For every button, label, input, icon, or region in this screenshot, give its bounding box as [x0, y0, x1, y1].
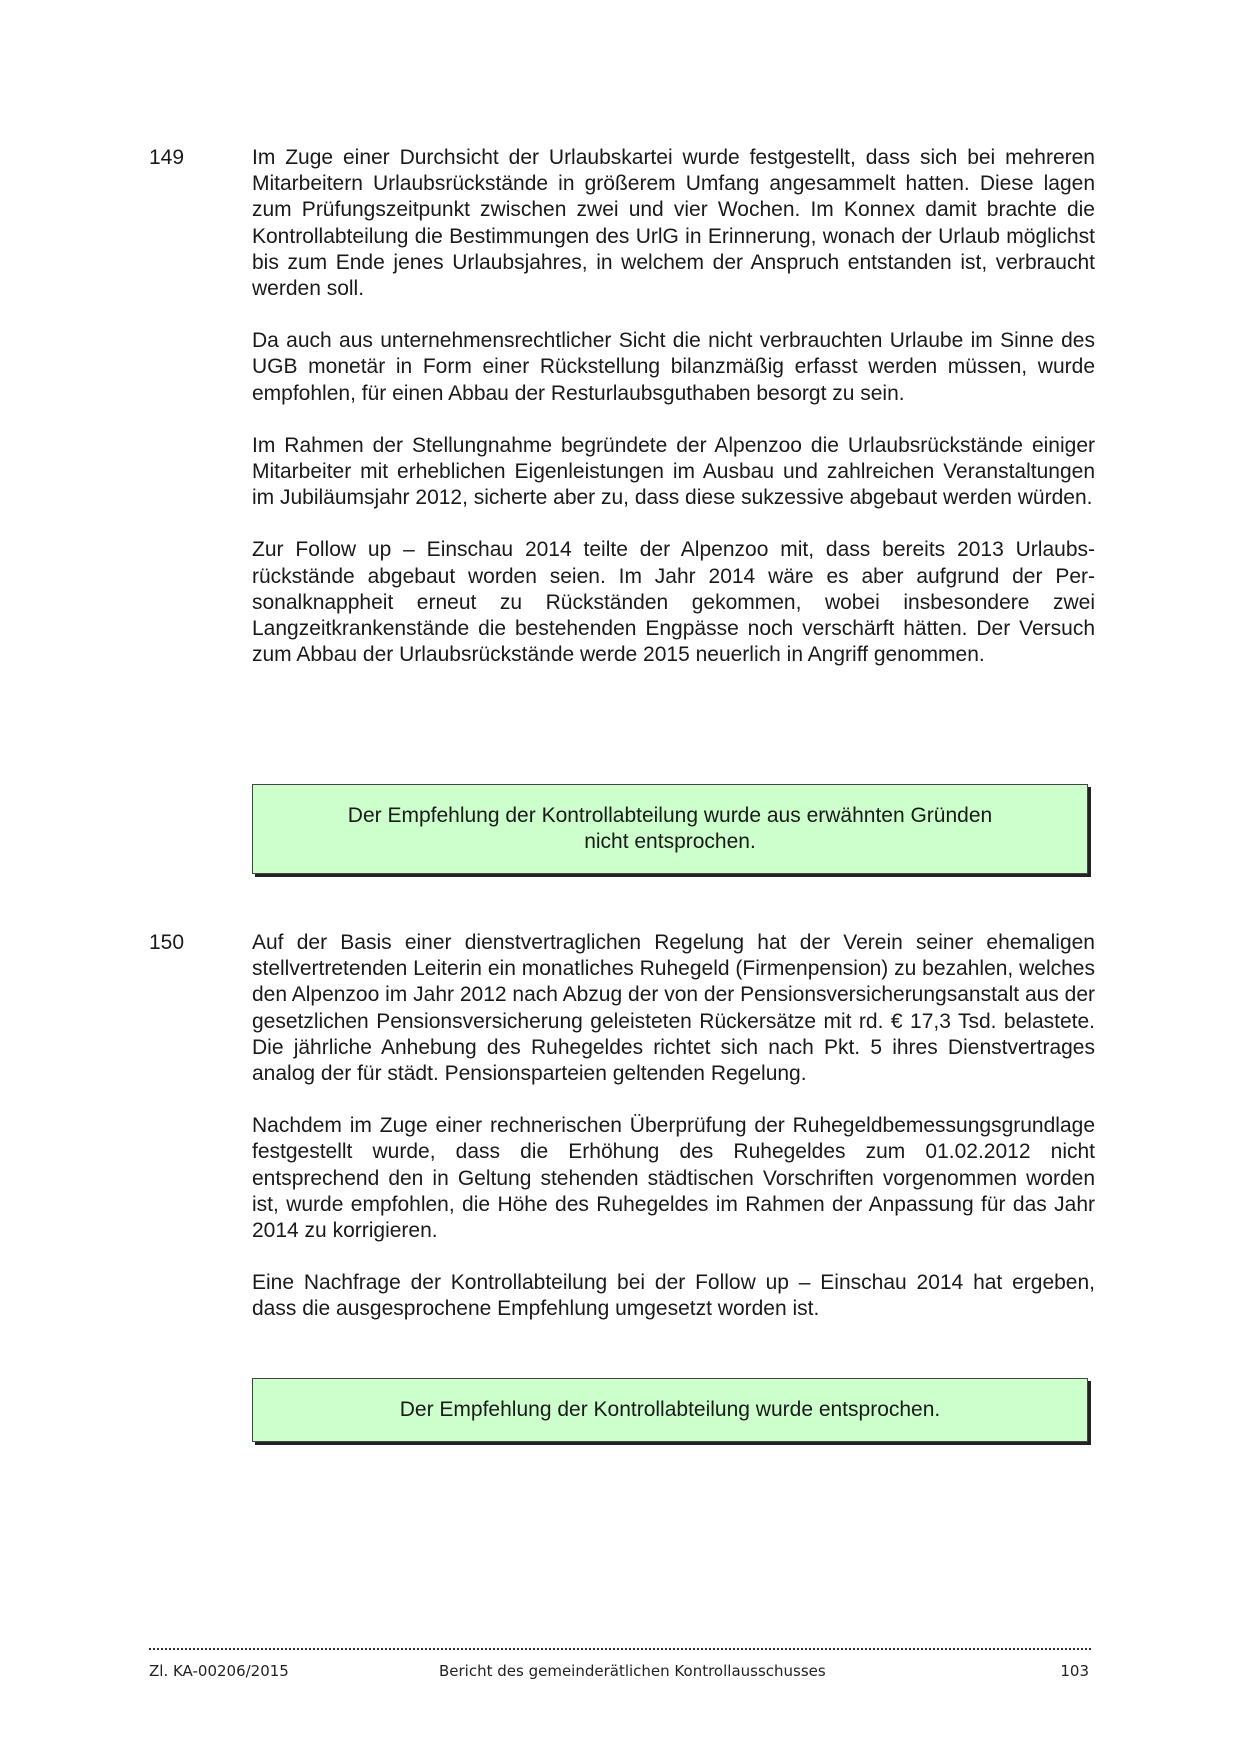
section-number: 149 [149, 146, 185, 169]
footer-title: Bericht des gemeinderätlichen Kontrollausschusses [439, 1662, 826, 1680]
paragraph: Nachdem im Zuge einer rechnerischen Überprüfung der Ruhegeldbemessungsgrundlage festgestellt wurde, dass die Erhöhung des Ruhegeldes zum 01.02.2012 nicht entsprechend den in Geltung stehenden städtischen Vorschriften vorgenommen worden ist, wurde empfohlen, die Höhe des Ruhegeldes im Rahmen der Anpassung für das Jahr 2014 zu korrigieren. [252, 1114, 1095, 1243]
section-body [252, 145, 1095, 668]
result-box [252, 1378, 1088, 1442]
paragraph: Auf der Basis einer dienstvertraglichen Regelung hat der Verein seiner ehemaligen stellvertretenden Leiterin ein monatliches Ruhegeld (Firmenpension) zu bezahlen, welches den Alpenzoo im Jahr 2012 nach Abzug der von der Pensionsversicherungsanstalt aus der gesetzlichen Pensionsversicherung geleisteten Rückersätze mit rd. € 17,3 Tsd. belastete. Die jährliche Anhebung des Ruhegeldes richtet sich nach Pkt. 5 ihres Dienstvertrages analog der für städt. Pensionsparteien geltenden Regelung. [252, 931, 1095, 1086]
paragraph: Eine Nachfrage der Kontrollabteilung bei der Follow up – Einschau 2014 hat ergeben, dass die ausgesprochene Empfehlung umgesetzt worden ist. [252, 1271, 1095, 1321]
page-number: 103 [1060, 1662, 1089, 1680]
section-number: 150 [149, 931, 185, 954]
result-text: Der Empfehlung der Kontrollabteilung wurde entsprochen. [399, 1398, 941, 1421]
footer-reference: Zl. KA-00206/2015 [149, 1662, 289, 1680]
paragraph: Zur Follow up – Einschau 2014 teilte der Alpenzoo mit, dass bereits 2013 Urlaubsrückstände abgebaut worden seien. Im Jahr 2014 wäre es aber aufgrund der Personalknappheit erneut zu Rückständen gekommen, wobei insbesondere zwei Langzeitkrankenstände die bestehenden Engpässe noch verschärft hätten. Der Versuch zum Abbau der Urlaubsrückstände werde 2015 neuerlich in Angriff genommen. [252, 538, 1095, 667]
paragraph: Im Zuge einer Durchsicht der Urlaubskartei wurde festgestellt, dass sich bei mehreren Mitarbeitern Urlaubsrückstände in größerem Umfang angesammelt hatten. Diese lagen zum Prüfungszeitpunkt zwischen zwei und vier Wochen. Im Konnex damit brachte die Kontrollabteilung die Bestimmungen des UrlG in Erinnerung, wonach der Urlaub möglichst bis zum Ende jenes Urlaubsjahres, in welchem der Anspruch entstanden ist, verbraucht werden soll. [252, 146, 1095, 301]
section-body [252, 930, 1095, 1323]
paragraph: Im Rahmen der Stellungnahme begründete der Alpenzoo die Urlaubsrückstände einiger Mitarbeiter mit erheblichen Eigenleistungen im Ausbau und zahlreichen Veranstaltungen im Jubiläumsjahr 2012, sicherte aber zu, dass diese sukzessive abgebaut werden würden. [252, 433, 1095, 510]
result-text: Der Empfehlung der Kontrollabteilung wurde aus erwähnten Gründen [347, 804, 993, 827]
paragraph: Da auch aus unternehmensrechtlicher Sicht die nicht verbrauchten Urlaube im Sinne des UGB monetär in Form einer Rückstellung bilanzmäßig erfasst werden müssen, wurde empfohlen, für einen Abbau der Resturlaubsguthaben besorgt zu sein. [252, 329, 1095, 405]
result-box [252, 784, 1088, 874]
result-text: nicht entsprochen. [584, 830, 756, 853]
footer-divider [149, 1638, 1091, 1650]
